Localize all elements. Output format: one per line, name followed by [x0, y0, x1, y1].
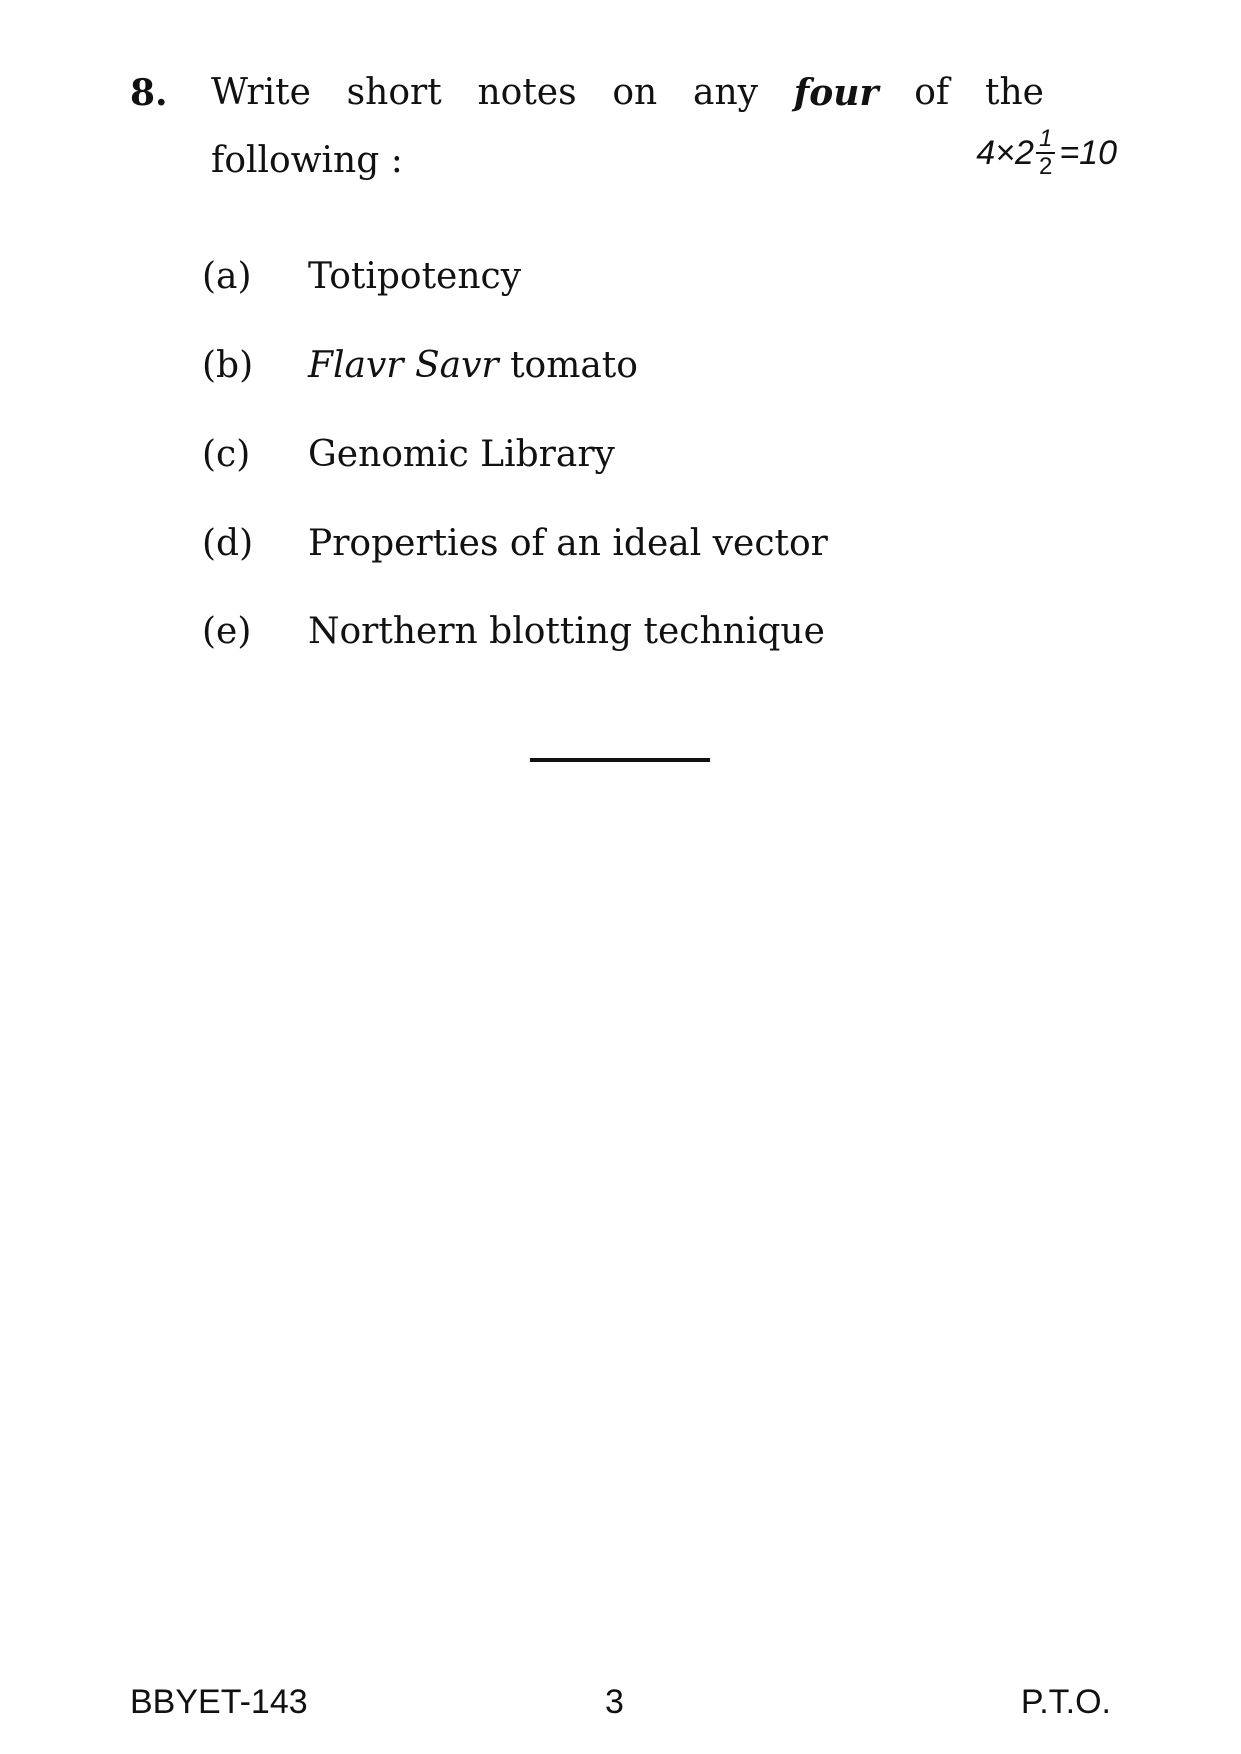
- item-text: Totipotency: [308, 256, 522, 297]
- marks-allocation: [976, 126, 1117, 180]
- item-label: (e): [202, 611, 252, 652]
- footer-course-code: BBYET-143: [130, 1683, 308, 1721]
- question-word: short: [346, 72, 442, 113]
- question-word: Write: [211, 72, 311, 113]
- footer-pto: P.T.O.: [1020, 1683, 1111, 1721]
- item-text: Genomic Library: [308, 434, 615, 475]
- item-label: (a): [202, 256, 252, 297]
- item-text: Northern blotting technique: [308, 611, 825, 652]
- marks-fraction-numerator: 1: [1036, 126, 1055, 154]
- question-number: 8.: [130, 72, 168, 114]
- marks-fraction-denominator: 2: [1038, 153, 1053, 180]
- marks-prefix: 4×2: [976, 134, 1034, 172]
- end-divider: [530, 758, 710, 762]
- question-word: of: [914, 72, 950, 113]
- question-word: on: [612, 72, 658, 113]
- list-item: [202, 432, 615, 478]
- question-word: any: [693, 72, 758, 113]
- footer-page-number: 3: [605, 1683, 624, 1721]
- question-emphasized-word: four: [793, 72, 879, 114]
- item-label: (b): [202, 345, 254, 386]
- marks-suffix: =10: [1059, 134, 1117, 172]
- item-text-italic: Flavr Savr: [308, 345, 499, 386]
- list-item: [202, 521, 828, 567]
- item-label: (d): [202, 523, 254, 564]
- item-text-rest: tomato: [498, 345, 638, 386]
- question-word: the: [984, 72, 1044, 113]
- question-line-1: [211, 70, 1044, 116]
- list-item: [202, 254, 521, 300]
- question-line-2: following :: [211, 140, 403, 181]
- marks-fraction: [1036, 126, 1055, 180]
- item-label: (c): [202, 434, 251, 475]
- question-word: notes: [477, 72, 577, 113]
- item-text: Properties of an ideal vector: [308, 523, 828, 564]
- list-item: [202, 609, 825, 655]
- item-text: [308, 343, 638, 389]
- list-item: [202, 343, 638, 389]
